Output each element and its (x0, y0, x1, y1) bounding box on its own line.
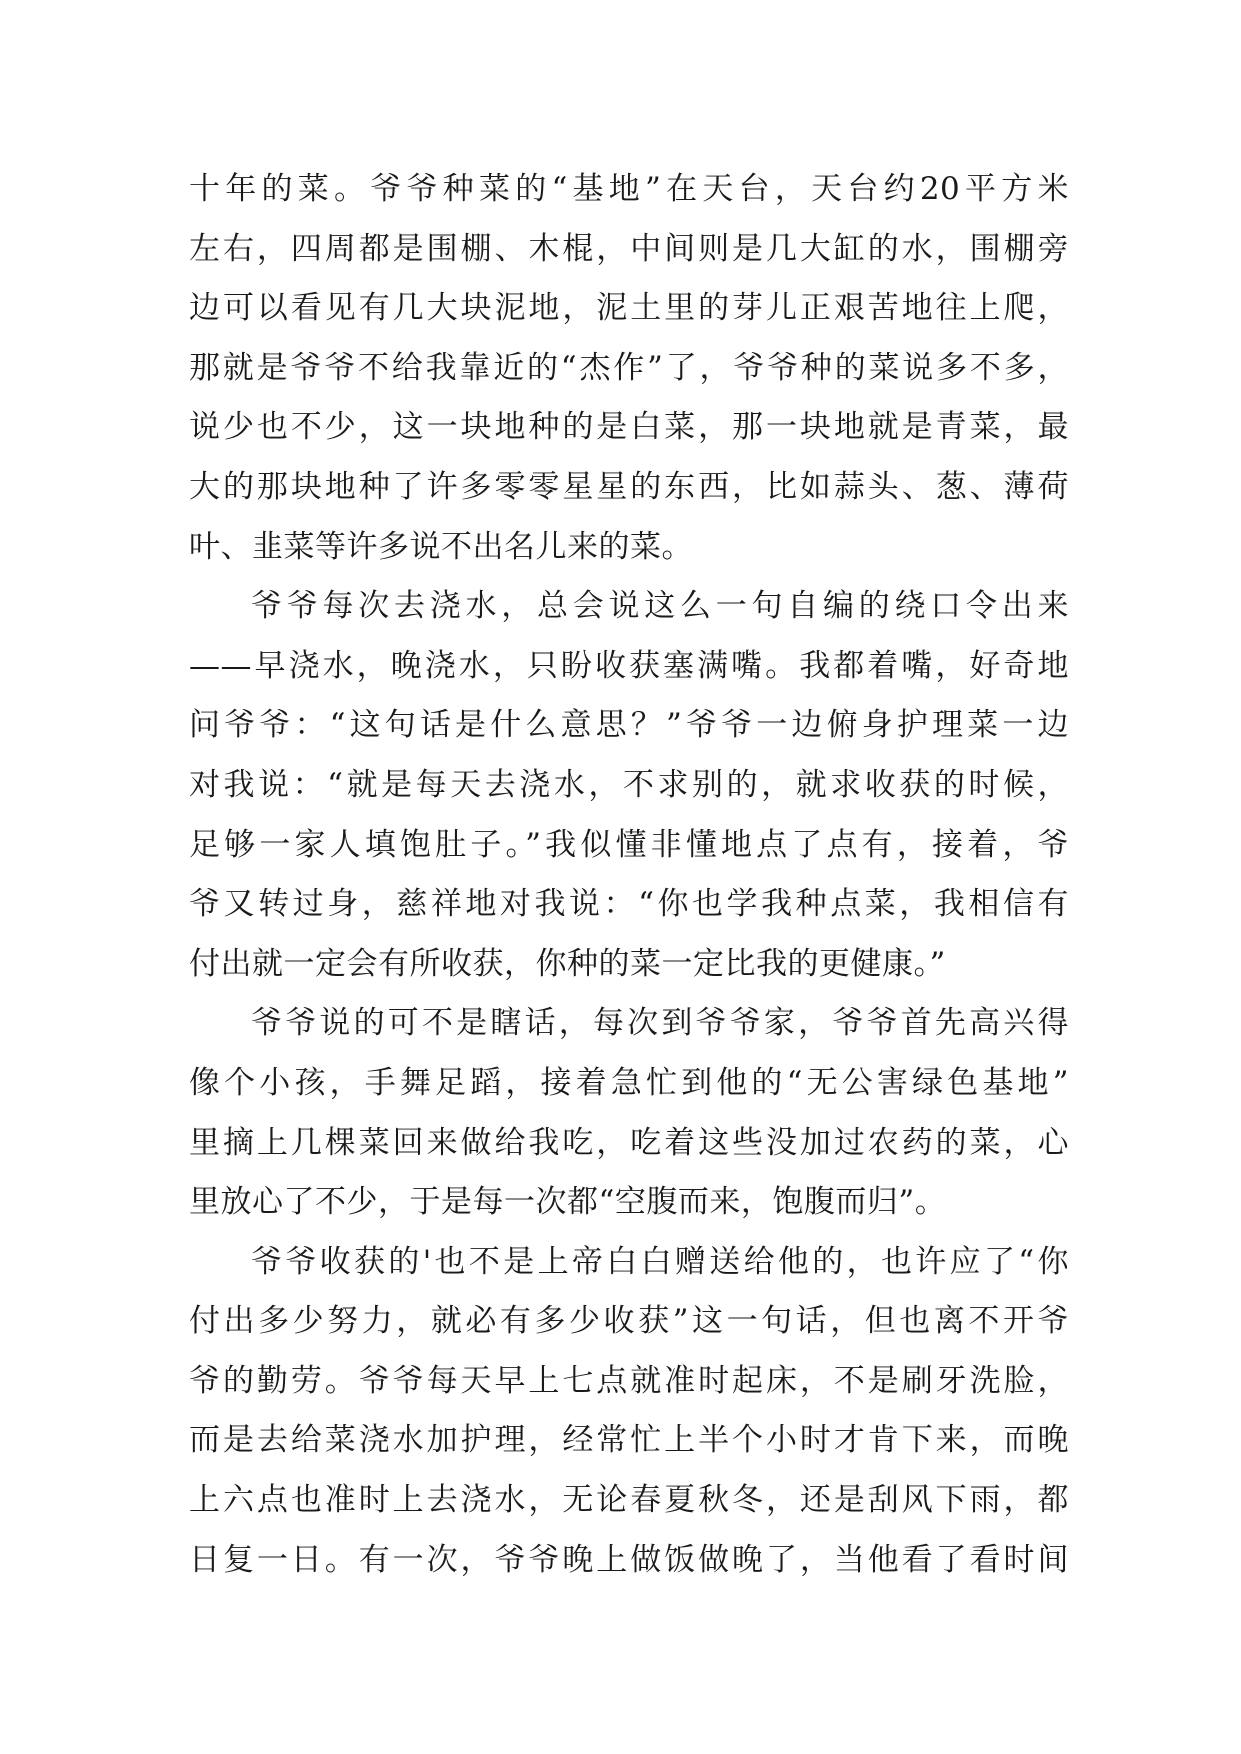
text-line: 那就是爷爷不给我靠近的“杰作”了，爷爷种的菜说多不多， (189, 349, 1069, 386)
text-line: 问爷爷：“这句话是什么意思？”爷爷一边俯身护理菜一边 (189, 707, 1069, 744)
text-line: 大的那块地种了许多零零星星的东西，比如蒜头、葱、薄荷 (189, 468, 1069, 505)
text-line: 左右，四周都是围棚、木棍，中间则是几大缸的水，围棚旁 (189, 230, 1069, 267)
text-line: 付出就一定会有所收获，你种的菜一定比我的更健康。” (189, 945, 946, 982)
text-line: 付出多少努力，就必有多少收获”这一句话，但也离不开爷 (189, 1303, 1069, 1340)
paragraph-first-line: 爷爷每次去浇水，总会说这么一句自编的绕口令出来 (251, 588, 1069, 625)
text-line: 而是去给菜浇水加护理，经常忙上半个小时才肯下来，而晚 (189, 1422, 1069, 1459)
paragraph-first-line: 爷爷收获的'也不是上帝白白赠送给他的，也许应了“你 (251, 1243, 1069, 1280)
essay-body (189, 160, 1069, 1590)
text-line: 爷又转过身，慈祥地对我说：“你也学我种点菜，我相信有 (189, 886, 1069, 923)
text-line: 十年的菜。爷爷种菜的“基地”在天台，天台约20平方米 (189, 171, 1069, 207)
text-line: 边可以看见有几大块泥地，泥土里的芽儿正艰苦地往上爬， (189, 290, 1069, 327)
text-line: 里摘上几棵菜回来做给我吃，吃着这些没加过农药的菜，心 (189, 1124, 1069, 1161)
paragraph-first-line: 爷爷说的可不是瞎话，每次到爷爷家，爷爷首先高兴得 (251, 1005, 1069, 1042)
text-line: 爷的勤劳。爷爷每天早上七点就准时起床，不是刷牙洗脸， (189, 1362, 1069, 1399)
text-line: 像个小孩，手舞足蹈，接着急忙到他的“无公害绿色基地” (189, 1064, 1069, 1101)
text-line: ——早浇水，晚浇水，只盼收获塞满嘴。我都着嘴，好奇地 (189, 647, 1069, 684)
text-line: 叶、韭菜等许多说不出名儿来的菜。 (189, 528, 693, 565)
text-line: 足够一家人填饱肚子。”我似懂非懂地点了点有，接着，爷 (189, 826, 1069, 863)
text-line: 日复一日。有一次，爷爷晚上做饭做晚了，当他看了看时间 (189, 1541, 1069, 1578)
text-line: 对我说：“就是每天去浇水，不求别的，就求收获的时候， (189, 766, 1069, 803)
text-line: 里放心了不少，于是每一次都“空腹而来，饱腹而归”。 (189, 1184, 947, 1221)
text-line: 上六点也准时上去浇水，无论春夏秋冬，还是刮风下雨，都 (189, 1482, 1069, 1519)
text-line: 说少也不少，这一块地种的是白菜，那一块地就是青菜，最 (189, 409, 1069, 446)
